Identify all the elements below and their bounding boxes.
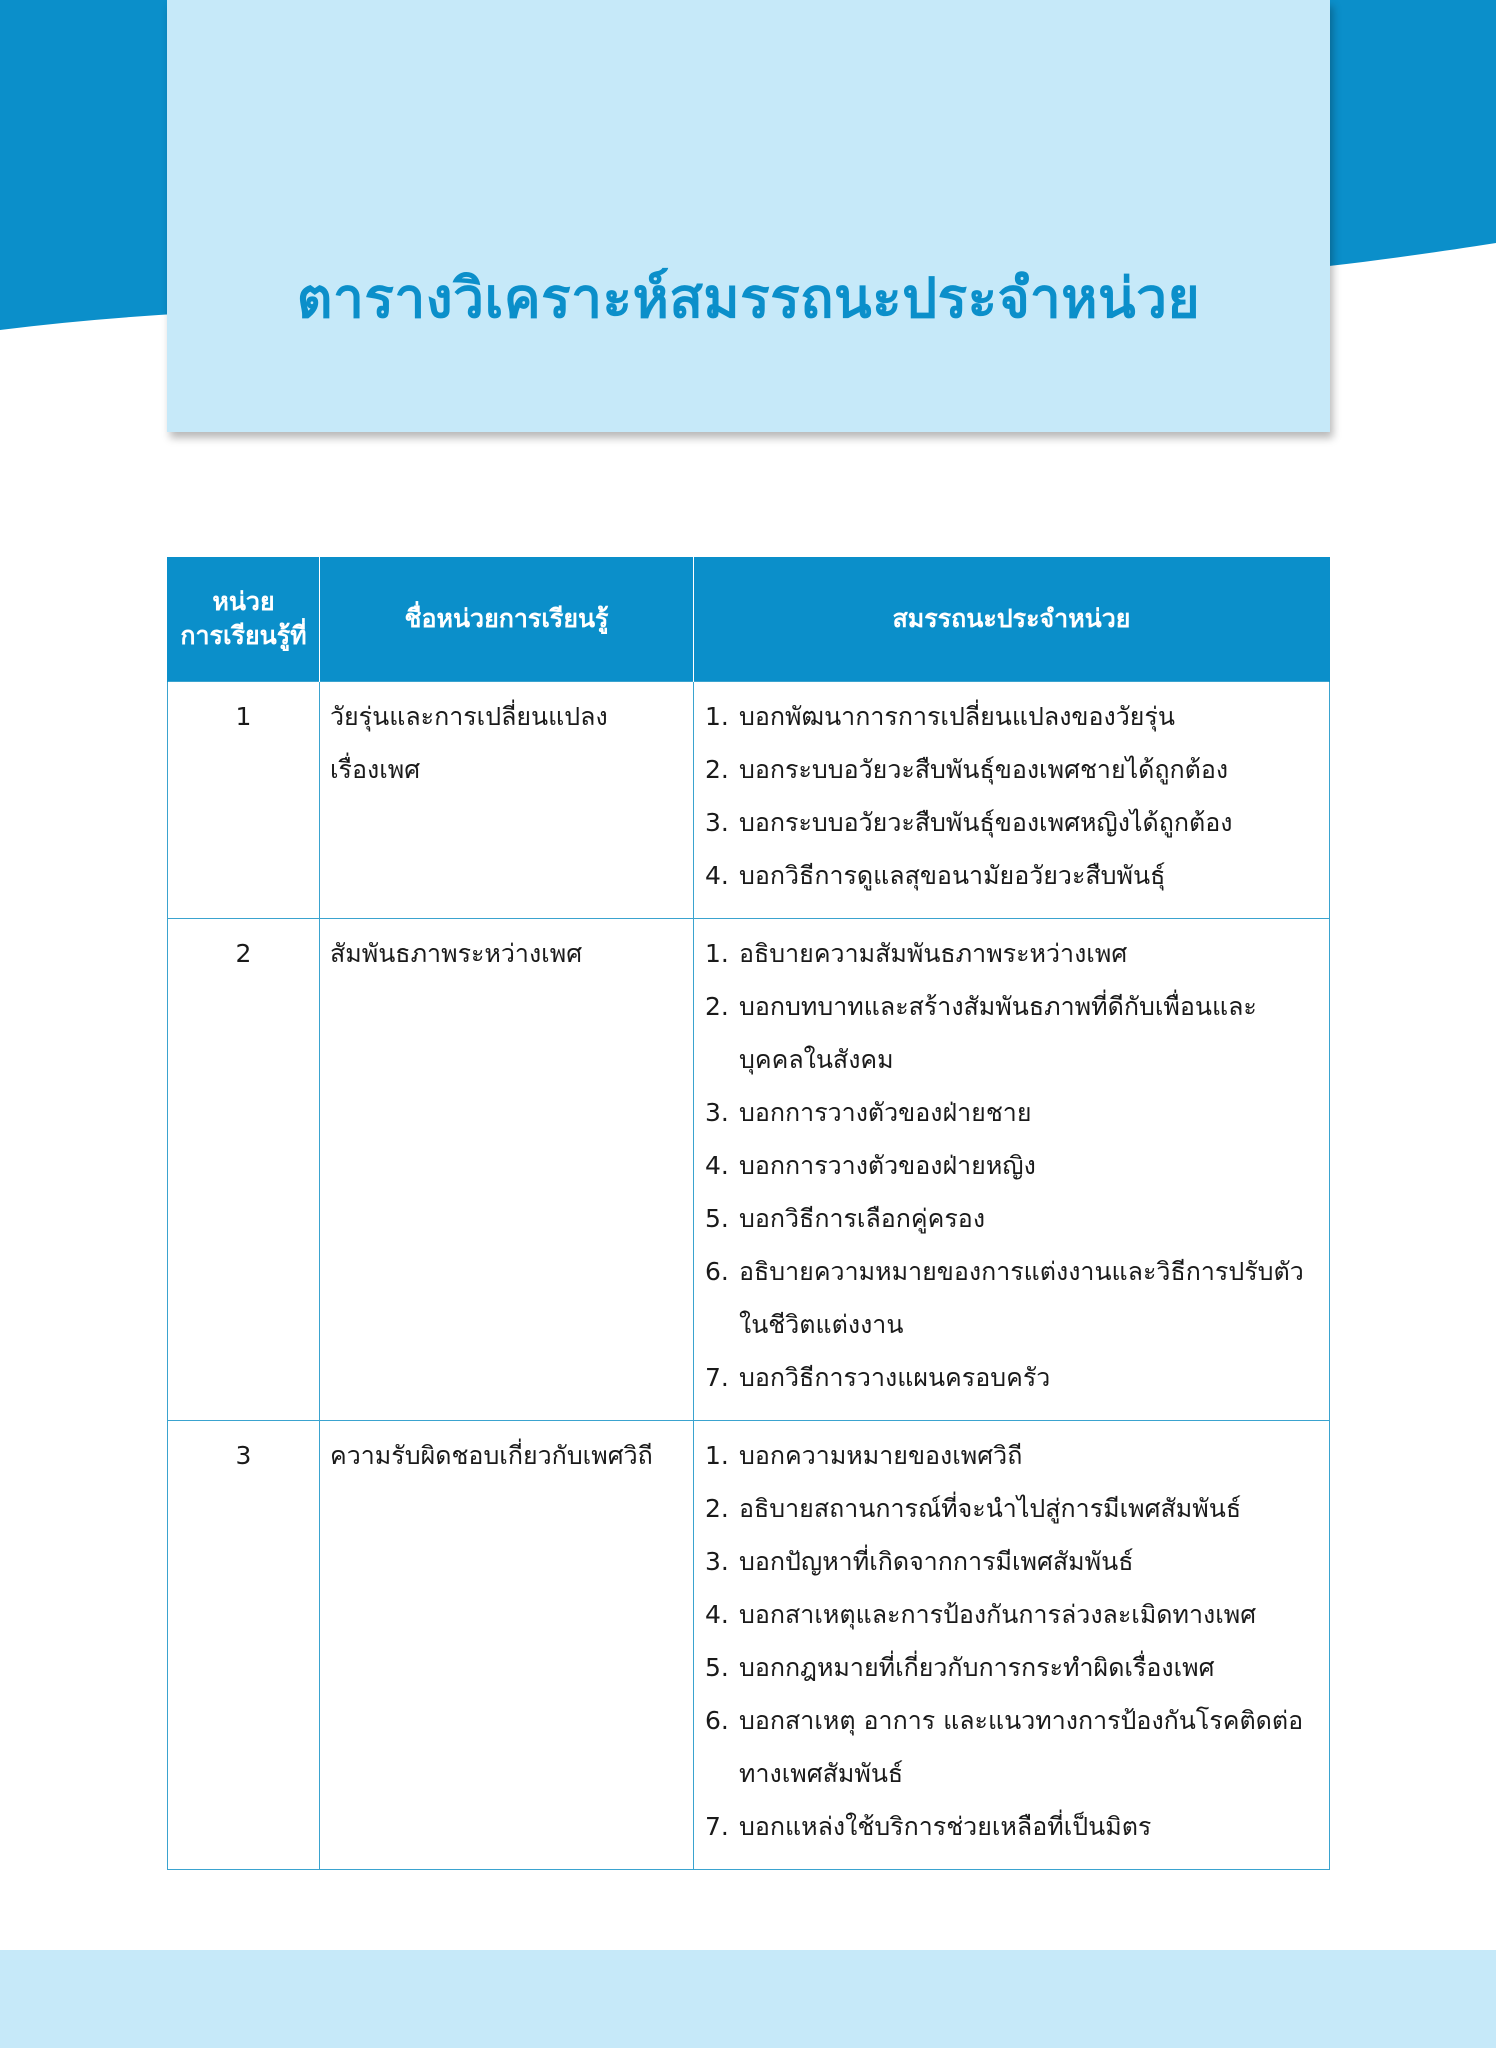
list-item-number: 4. (705, 1151, 729, 1180)
list-item-number: 6. (705, 1706, 729, 1735)
unit-number: 1 (168, 682, 320, 919)
list-item-number: 5. (705, 1653, 729, 1682)
table-row (168, 682, 1330, 919)
list-item-text: บอกระบบอวัยวะสืบพันธุ์ของเพศหญิงได้ถูกต้อง (739, 808, 1233, 837)
list-item-text: บอกแหล่งใช้บริการช่วยเหลือที่เป็นมิตร (739, 1812, 1152, 1841)
list-item-text: อธิบายความสัมพันธภาพระหว่างเพศ (739, 939, 1128, 968)
list-item-text-line: อธิบายความหมายของการแต่งงานและวิธีการปรับตัว (739, 1257, 1304, 1286)
unit-number: 3 (168, 1421, 320, 1870)
unit-name-line: ความรับผิดชอบเกี่ยวกับเพศวิถี (330, 1441, 653, 1470)
list-item-number: 1. (705, 1441, 729, 1470)
unit-name (320, 682, 694, 919)
unit-name-line: สัมพันธภาพระหว่างเพศ (330, 939, 583, 968)
header-unit-number (168, 557, 320, 682)
unit-name-line: วัยรุ่นและการเปลี่ยนแปลง (330, 702, 608, 731)
list-item-number: 1. (705, 939, 729, 968)
list-item-text: บอกกฎหมายที่เกี่ยวกับการกระทำผิดเรื่องเพศ (739, 1653, 1215, 1682)
list-item-text: บอกสาเหตุและการป้องกันการล่วงละเมิดทางเพศ (739, 1600, 1257, 1629)
header-unit-number-line1: หน่วย (212, 587, 275, 616)
list-item (705, 1192, 1319, 1245)
list-item (705, 1800, 1319, 1853)
list-item-text-line: ทางเพศสัมพันธ์ (739, 1759, 904, 1788)
table-row (168, 1421, 1330, 1870)
list-item-text-line: บอกบทบาทและสร้างสัมพันธภาพที่ดีกับเพื่อนและ (739, 992, 1257, 1021)
list-item-number: 3. (705, 808, 729, 837)
table-row (168, 919, 1330, 1421)
title-card (167, 0, 1330, 432)
list-item-number: 6. (705, 1257, 729, 1286)
list-item (705, 1351, 1319, 1404)
list-item-text: บอกระบบอวัยวะสืบพันธุ์ของเพศชายได้ถูกต้อง (739, 755, 1229, 784)
competency-list (694, 1421, 1330, 1870)
header-competencies: สมรรถนะประจำหน่วย (694, 557, 1330, 682)
unit-name-line: เรื่องเพศ (330, 755, 421, 784)
competency-list (694, 919, 1330, 1421)
table-header-row (168, 557, 1330, 682)
list-item-text: บอกวิธีการวางแผนครอบครัว (739, 1363, 1051, 1392)
list-item-number: 2. (705, 1494, 729, 1523)
list-item-number: 1. (705, 702, 729, 731)
list-item (705, 1694, 1319, 1800)
list-item-text-line: ในชีวิตแต่งงาน (739, 1310, 904, 1339)
header-unit-number-line2: การเรียนรู้ที่ (180, 621, 307, 650)
list-item-text: บอกการวางตัวของฝ่ายชาย (739, 1098, 1032, 1127)
list-item-text: บอกวิธีการเลือกคู่ครอง (739, 1204, 986, 1233)
list-item-text-line: บอกสาเหตุ อาการ และแนวทางการป้องกันโรคติดต่อ (739, 1706, 1304, 1735)
list-item-number: 4. (705, 861, 729, 890)
list-item-text (739, 1245, 1319, 1351)
unit-name (320, 1421, 694, 1870)
list-item-text (739, 980, 1319, 1086)
list-item (705, 1429, 1319, 1482)
list-item (705, 1588, 1319, 1641)
list-item-number: 7. (705, 1812, 729, 1841)
list-item-text: บอกพัฒนาการการเปลี่ยนแปลงของวัยรุ่น (739, 702, 1175, 731)
list-item-text: อธิบายสถานการณ์ที่จะนำไปสู่การมีเพศสัมพันธ์ (739, 1494, 1242, 1523)
list-item-text: บอกความหมายของเพศวิถี (739, 1441, 1023, 1470)
unit-number: 2 (168, 919, 320, 1421)
list-item-number: 7. (705, 1363, 729, 1392)
list-item (705, 1641, 1319, 1694)
list-item (705, 1482, 1319, 1535)
list-item (705, 927, 1319, 980)
list-item-number: 2. (705, 755, 729, 784)
list-item (705, 743, 1319, 796)
list-item (705, 980, 1319, 1086)
list-item-number: 4. (705, 1600, 729, 1629)
list-item-text: บอกการวางตัวของฝ่ายหญิง (739, 1151, 1036, 1180)
competency-list (694, 682, 1330, 919)
list-item (705, 849, 1319, 902)
list-item-text: บอกปัญหาที่เกิดจากการมีเพศสัมพันธ์ (739, 1547, 1134, 1576)
list-item (705, 690, 1319, 743)
list-item-number: 3. (705, 1098, 729, 1127)
page-title: ตารางวิเคราะห์สมรรถนะประจำหน่วย (296, 266, 1201, 330)
list-item (705, 1535, 1319, 1588)
header-unit-name: ชื่อหน่วยการเรียนรู้ (320, 557, 694, 682)
list-item-text: บอกวิธีการดูแลสุขอนามัยอวัยวะสืบพันธุ์ (739, 861, 1166, 890)
list-item-number: 3. (705, 1547, 729, 1576)
list-item-number: 2. (705, 992, 729, 1021)
list-item-number: 5. (705, 1204, 729, 1233)
list-item-text (739, 1694, 1319, 1800)
list-item (705, 1086, 1319, 1139)
list-item (705, 1139, 1319, 1192)
list-item-text-line: บุคคลในสังคม (739, 1045, 894, 1074)
competency-table (167, 557, 1330, 1870)
unit-name (320, 919, 694, 1421)
list-item (705, 796, 1319, 849)
list-item (705, 1245, 1319, 1351)
footer-band (0, 1950, 1496, 2048)
